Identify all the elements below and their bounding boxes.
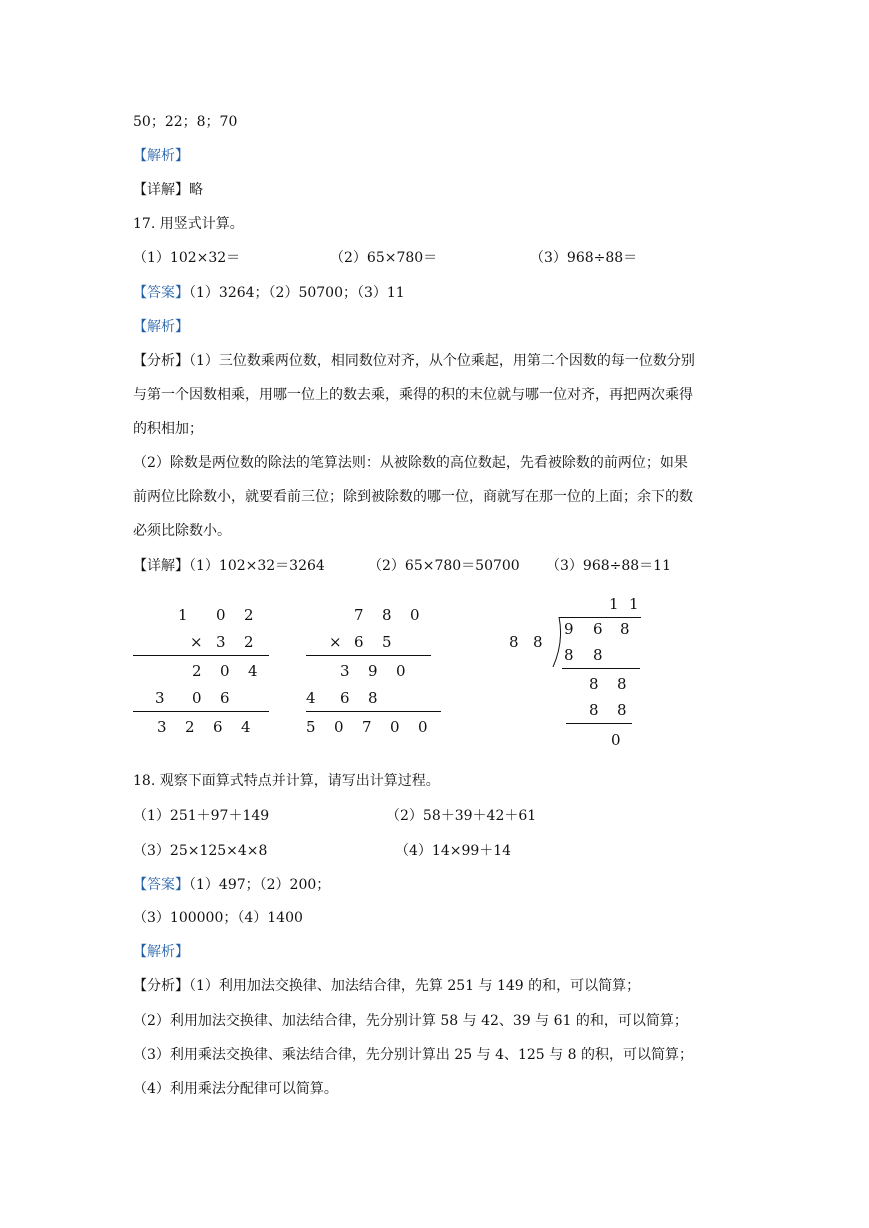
dividend-digit: 9 [564, 620, 574, 638]
calc1-digit: 0 [220, 662, 230, 680]
remainder-digit: 8 [617, 675, 627, 693]
calc2-digit: 6 [354, 633, 364, 651]
calc1-digit: 3 [155, 689, 165, 707]
calc1-digit: 3 [157, 718, 167, 736]
detail-line [133, 180, 203, 200]
calc2-digit: 3 [340, 662, 350, 680]
q17-analysis-line-1 [133, 351, 695, 371]
q17-item-2: （2）65×780＝ [330, 250, 438, 266]
q18-analysis-line-3: （3）利用乘法交换律、乘法结合律，先分别计算出 25 与 4、125 与 8 的积，可以简算； [133, 1047, 693, 1063]
q17-analysis-line-6: 必须比除数小。 [133, 523, 231, 539]
q17-analysis-text: （1）三位数乘两位数，相同数位对齐，从个位乘起，用第二个因数的每一位数分别 [189, 353, 695, 369]
calc2-digit: 7 [362, 718, 372, 736]
subtract-digit: 8 [564, 646, 574, 664]
q17-analysis-line-3: 的积相加； [133, 421, 203, 437]
calc2-operator: × [329, 633, 342, 651]
calc2-digit: 8 [368, 689, 378, 707]
calc1-digit: 2 [185, 718, 195, 736]
previous-answers: 50；22；8；70 [133, 114, 238, 130]
calc1-digit: 0 [192, 689, 202, 707]
q17-title: 17. 用竖式计算。 [133, 216, 244, 232]
q18-analysis-line-2: （2）利用加法交换律、加法结合律，先分别计算 58 与 42、39 与 61 的和，可以简算； [133, 1013, 688, 1029]
q17-analysis-line-2: 与第一个因数相乘，用哪一位上的数去乘，乘得的积的末位就与哪一位对齐，再把两次乘得 [133, 387, 693, 403]
calc2-digit: 8 [382, 606, 392, 624]
q18-item-1: （1）251＋97＋149 [133, 808, 270, 824]
q18-analysis-line-1 [133, 976, 640, 996]
calc2-digit: 0 [334, 718, 344, 736]
division-bracket [549, 617, 563, 667]
division-rule [562, 668, 640, 669]
q17-analysis-line-4: （2）除数是两位数的除法的笔算法则：从被除数的高位数起，先看被除数的前两位；如果 [133, 455, 688, 471]
calc1-digit: 6 [220, 689, 230, 707]
calc2-digit: 0 [418, 718, 428, 736]
breakdown-tag: 【分析】 [133, 978, 189, 994]
subtract-digit: 8 [617, 701, 627, 719]
calc1-digit: 4 [241, 718, 251, 736]
q18-item-2: （2）58＋39＋42＋61 [386, 808, 537, 824]
q18-answer-1: （1）497；（2）200； [189, 877, 331, 893]
calc2-digit: 9 [368, 662, 378, 680]
q18-analysis-text: （1）利用加法交换律、加法结合律，先算 251 与 149 的和，可以简算； [189, 978, 641, 994]
calc1-rule [133, 655, 269, 656]
final-remainder: 0 [611, 731, 621, 749]
q17-answer: （1）3264；（2）50700；（3）11 [189, 285, 405, 301]
calc1-digit: 2 [244, 633, 254, 651]
quotient-digit: 1 [629, 595, 639, 613]
q17-answer-line [133, 283, 405, 303]
quotient-digit: 1 [609, 595, 619, 613]
q18-analysis-line-4: （4）利用乘法分配律可以简算。 [133, 1081, 338, 1097]
analysis-tag: 【解析】 [133, 148, 189, 164]
calc1-digit: 1 [178, 606, 188, 624]
answer-tag: 【答案】 [133, 877, 189, 893]
calc2-digit: 4 [306, 689, 316, 707]
calc1-digit: 3 [216, 633, 226, 651]
calc2-digit: 7 [354, 606, 364, 624]
q18-answer-line-1 [133, 875, 330, 895]
divisor-digit: 8 [509, 633, 519, 651]
calc2-rule [306, 711, 441, 712]
q18-item-4: （4）14×99＋14 [395, 843, 512, 859]
calc1-operator: × [190, 633, 203, 651]
calc1-digit: 6 [213, 718, 223, 736]
q17-detail-3: （3）968÷88＝11 [546, 558, 671, 574]
calc2-digit: 0 [390, 718, 400, 736]
q18-title: 18. 观察下面算式特点并计算，请写出计算过程。 [133, 773, 440, 789]
q18-answer-line-2: （3）100000；（4）1400 [133, 910, 303, 926]
analysis-tag: 【解析】 [133, 319, 189, 335]
answer-tag: 【答案】 [133, 285, 189, 301]
division-rule [566, 723, 632, 724]
detail-text: 略 [189, 182, 203, 198]
q17-detail-line [133, 556, 325, 576]
calc1-digit: 2 [192, 662, 202, 680]
calc1-digit: 0 [216, 606, 226, 624]
dividend-digit: 8 [620, 620, 630, 638]
subtract-digit: 8 [593, 646, 603, 664]
calc2-digit: 0 [396, 662, 406, 680]
detail-tag: 【详解】 [133, 182, 189, 198]
calc2-digit: 5 [306, 718, 316, 736]
q17-item-3: （3）968÷88＝ [530, 250, 638, 266]
breakdown-tag: 【分析】 [133, 353, 189, 369]
q18-item-3: （3）25×125×4×8 [133, 843, 268, 859]
q17-detail-1: （1）102×32＝3264 [189, 558, 325, 574]
calc1-digit: 4 [248, 662, 258, 680]
dividend-digit: 6 [593, 620, 603, 638]
q17-analysis-line-5: 前两位比除数小，就要看前三位；除到被除数的哪一位，商就写在那一位的上面；余下的数 [133, 489, 693, 505]
q17-detail-2: （2）65×780＝50700 [368, 558, 520, 574]
division-bar [559, 617, 641, 618]
calc2-digit: 6 [340, 689, 350, 707]
q17-item-1: （1）102×32＝ [133, 250, 241, 266]
subtract-digit: 8 [589, 701, 599, 719]
calc2-digit: 0 [410, 606, 420, 624]
calc1-rule [133, 711, 269, 712]
calc2-digit: 5 [382, 633, 392, 651]
calc2-rule [306, 655, 431, 656]
calc1-digit: 2 [244, 606, 254, 624]
remainder-digit: 8 [589, 675, 599, 693]
divisor-digit: 8 [533, 633, 543, 651]
analysis-tag: 【解析】 [133, 944, 189, 960]
detail-tag: 【详解】 [133, 558, 189, 574]
